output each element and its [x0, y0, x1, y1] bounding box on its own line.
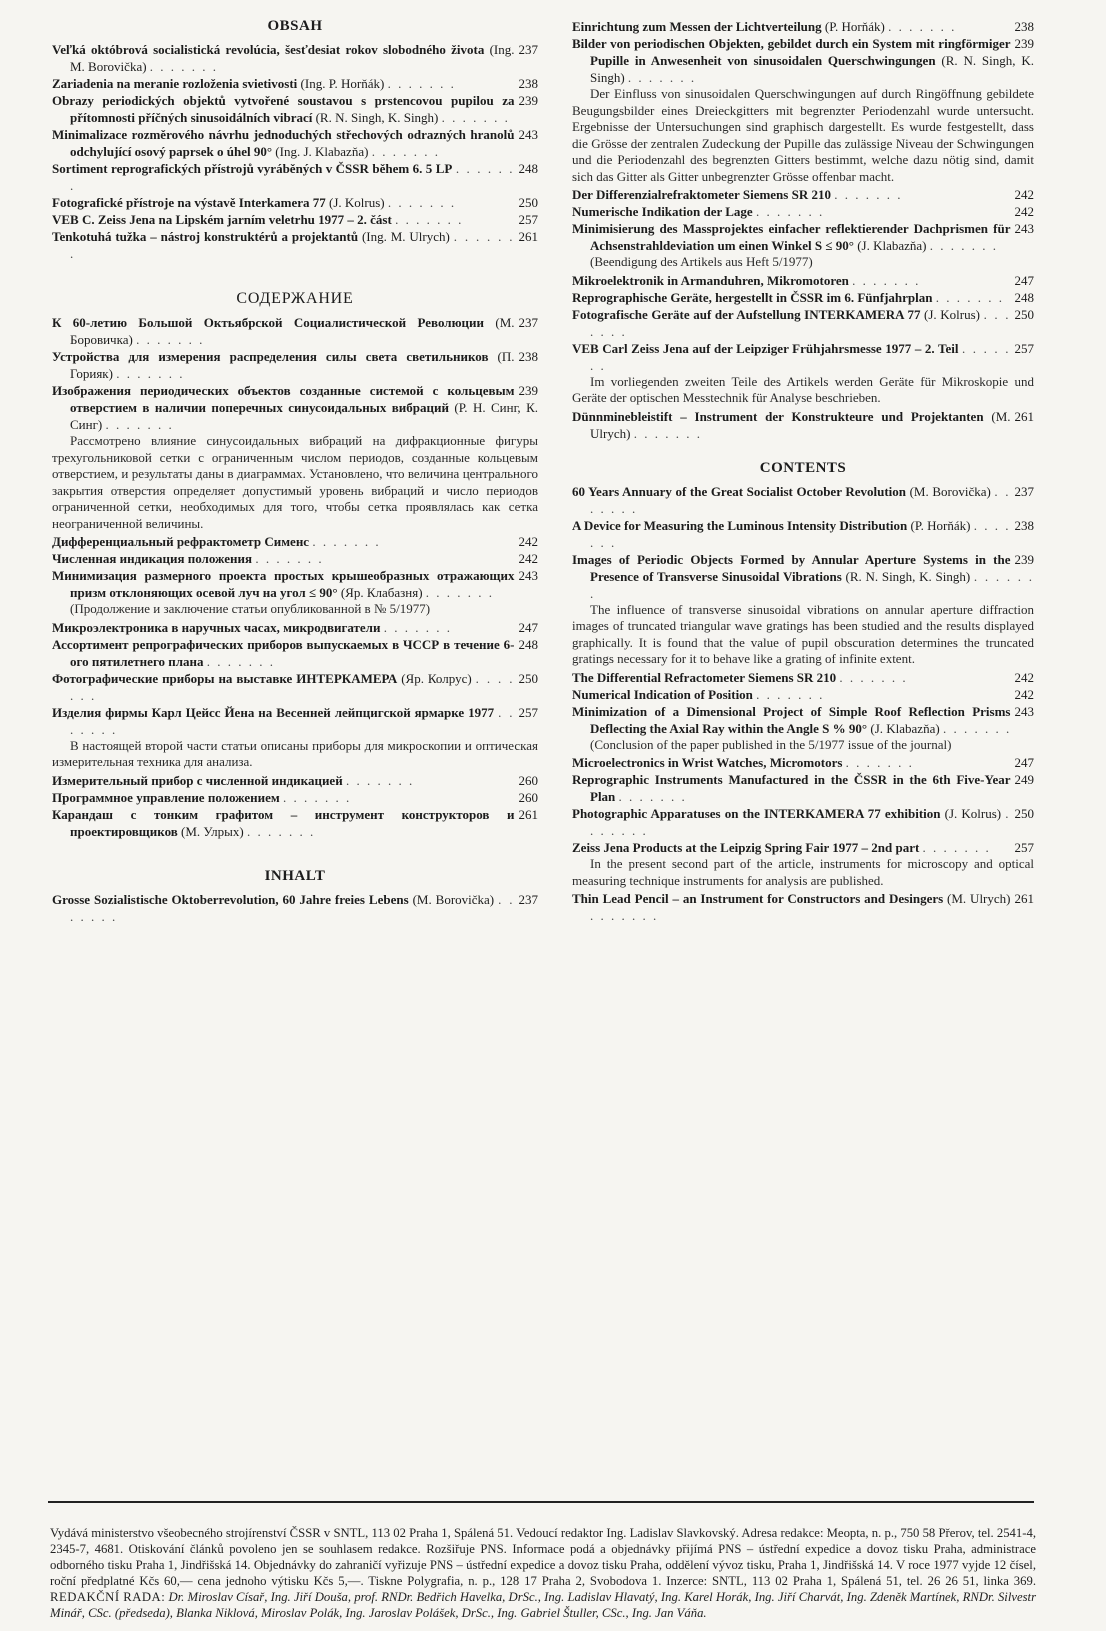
toc-entry: [52, 75, 538, 92]
entry-abstract: (Conclusion of the paper published in the 5/1977 issue of the journal): [590, 736, 952, 752]
toc-entry: [572, 203, 1034, 220]
entry-author: (Ing. M. Ulrych): [361, 229, 450, 244]
leader-dots: . . . . . . .: [425, 585, 495, 600]
entry-title: Numerical Indication of Position: [572, 686, 753, 702]
entry-title: Изделия фирмы Карл Цейсс Йена на Весенней лейпцигской ярмарке 1977: [52, 704, 495, 720]
entry-author: (J. Kolrus): [924, 306, 980, 322]
entry-abstract: The influence of transverse sinusoidal vibrations on annular aperture diffraction images of truncated triangular wave gratings has been studied and the results displayed graphically. It is found that the value of pupil obscuration determines the truncated gratings necessary for it to behave like a grating of infinite extent.: [572, 601, 1034, 666]
leader-dots: . . . . . . .: [922, 840, 991, 855]
imprint-block: [50, 1525, 1036, 1621]
entry-author: (Ing. M. Borovička): [70, 42, 515, 74]
leader-dots: . . . . . . .: [105, 417, 174, 432]
entry-title: Программное управление положением: [52, 789, 280, 805]
toc-entry: [52, 194, 538, 211]
leader-dots: . . . . . . .: [590, 806, 1011, 838]
entry-page-number: 239: [1011, 35, 1035, 52]
entry-title: Минимизация размерного проекта простых крышеобразных отражающих призм отклоняющих осевой луч на угол ≤ 90°: [52, 568, 515, 600]
entry-page-number: 261: [515, 806, 539, 823]
leader-dots: . . . . . . .: [590, 483, 1011, 516]
entry-author: (M. Ulrych): [590, 408, 1011, 441]
imprint-text: Vydává ministerstvo všeobecného strojírenství ČSSR v SNTL, 113 02 Praha 1, Spálená 51. Vedoucí redaktor Ing. Ladislav Slavkovský. Adresa redakce: Meopta, n. p., 750 58 Přerov, tel. 2541-4, 2345-7, 4681. Otiskování článků povoleno jen se souhlasem redakce. Rozšiřuje PNS. Informace podá a objednávky přijímá PNS – ústřední expedice a dovoz tisku Praha, administrace odborného tisku Praha 1, Jindřišská 14. Objednávky do zahraničí vyřizuje PNS – ústřední expedice a dovoz tisku Praha, oddělení vývoz tisku, Praha 1, Jindřišská 14. V roce 1977 vyjde 12 čísel, roční předplatné Kčs 60,— cena jednoho výtisku Kčs 5,—. Tiskne Polygrafia, n. p., 128 17 Praha 2, Svobodova 1. Inzerce: SNTL, 113 02 Praha 1, Spálená 51, tel. 26 26 51, linka 369.: [50, 1526, 1036, 1588]
leader-dots: . . . . . . .: [441, 110, 510, 125]
entry-title: Ассортимент репрографических приборов выпускаемых в ЧССР в течение 6-ого пятилетнего плана: [52, 636, 515, 669]
inhalt-heading: INHALT: [264, 867, 326, 884]
entry-abstract: Der Einfluss von sinusoidalen Querschwingungen auf durch Ringöffnung gebildete Beugungsbilder eines Dreieckgitters mit begrenzter Periodenzahl wurde untersucht. Ergebnisse der Untersuchungen sind graphisch dargestellt. Es wurde festgestellt, dass die Grösse der zentralen Zudeckung der Pupille das zulässige Niveau der Schwingungen und die Periodenzahl des begrenzten Gitters bestimmt, welche dazu nötig sind, damit sich das Gitter als Gitter unbegrenzter Grösse offenbar macht.: [572, 86, 1034, 184]
toc-entry: [572, 272, 1034, 289]
entry-page-number: 238: [515, 348, 539, 365]
entry-title: Дифференциальный рефрактометр Сименс: [52, 534, 310, 549]
toc-entry: [572, 686, 1034, 703]
toc-entry: [572, 839, 1034, 856]
entry-title: Микроэлектроника в наручных часах, микродвигатели: [52, 619, 381, 635]
leader-dots: . . . . . . .: [70, 229, 515, 261]
entry-page-number: 257: [1011, 839, 1035, 856]
leader-dots: . . . . . . .: [70, 891, 515, 924]
entry-page-number: 250: [1011, 805, 1035, 822]
leader-dots: . . . . . . .: [206, 653, 276, 669]
entry-title: Microelectronics in Wrist Watches, Micromotors: [572, 755, 843, 770]
entry-title: Der Differenzialrefraktometer Siemens SR 210: [572, 187, 831, 202]
entry-author: (J. Kolrus): [329, 195, 385, 210]
entry-author: (Ing. P. Horňák): [300, 76, 385, 91]
entry-page-number: 243: [515, 126, 539, 143]
entry-page-number: 238: [1011, 18, 1035, 35]
toc-entry: [52, 533, 538, 550]
contents-heading: CONTENTS: [759, 459, 847, 476]
leader-dots: . . . . . . .: [255, 551, 324, 566]
entry-page-number: 243: [515, 567, 539, 584]
toc-entry: [572, 220, 1034, 254]
entry-title: Einrichtung zum Messen der Lichtverteilung: [572, 19, 822, 34]
entry-author: (Ing. J. Klabazňa): [275, 144, 369, 159]
entry-page-number: 237: [515, 314, 539, 331]
entry-page-number: 238: [515, 75, 539, 92]
leader-dots: . . . . . . .: [395, 212, 464, 227]
entry-title: Grosse Sozialistische Oktoberrevolution, 60 Jahre freies Lebens: [52, 891, 409, 907]
leader-dots: . . . . . . .: [590, 340, 1011, 373]
obsah-heading: OBSAH: [267, 18, 323, 34]
entry-page-number: 237: [515, 41, 539, 58]
toc-entry: [52, 160, 538, 194]
entry-title: Измерительный прибор с численной индикацией: [52, 772, 343, 788]
entry-author: (М. Боровичка): [70, 315, 515, 347]
toc-entry: [52, 92, 538, 126]
leader-dots: . . . . . . .: [312, 534, 381, 549]
entry-page-number: 260: [515, 772, 539, 789]
leader-dots: . . . . . . .: [590, 517, 1011, 550]
leader-dots: . . . . . . .: [590, 306, 1011, 339]
toc-entry: [52, 806, 538, 840]
entry-page-number: 242: [1011, 186, 1035, 203]
entry-title: Images of Periodic Objects Formed by Annular Aperture Systems in the Presence of Transverse Sinusoidal Vibrations: [572, 551, 1011, 584]
entry-title: Изображения периодических объектов созданные системой с кольцевым отверстием в наличии поперечных синусоидальных вибраций: [52, 383, 515, 415]
entry-title: Fotografické přístroje na výstavě Interkamera 77: [52, 195, 326, 210]
entry-title: Устройства для измерения распределения силы света светильников: [52, 349, 489, 364]
toc-entry: [572, 18, 1034, 35]
entry-title: Bilder von periodischen Objekten, gebildet durch ein System mit ringförmiger Pupille in Anwesenheit von sinusoidalen Querschwingungen: [572, 36, 1011, 68]
entry-title: Reprographic Instruments Manufactured in the ČSSR in the 6th Five-Year Plan: [572, 772, 1011, 804]
entry-author: (Р. Н. Синг, К. Синг): [70, 400, 539, 432]
leader-dots: . . . . . . .: [929, 238, 999, 253]
entry-page-number: 243: [1011, 220, 1035, 237]
soderzhanie-heading: СОДЕРЖАНИЕ: [236, 290, 354, 307]
toc-entry: [572, 771, 1034, 805]
entry-title: A Device for Measuring the Luminous Intensity Distribution: [572, 517, 908, 533]
entry-title: Mikroelektronik in Armanduhren, Mikromotoren: [572, 272, 849, 288]
entry-abstract: Рассмотрено влияние синусоидальных вибраций на дифракционные фигуры трехугольниковой сетки с ограниченным числом периодов, созданные кольцевым отверстием, и результаты даны в диаграммах. Установлено, что величина центрального закрытия отверстия определяет допустимый уровень вибраций и число периодов ограниченной сетки, необходимых для того, чтобы сетка проявлялась как сетка неограниченной величины.: [52, 433, 538, 531]
entry-page-number: 237: [1011, 483, 1035, 500]
entry-page-number: 239: [515, 92, 539, 109]
leader-dots: . . . . . . .: [627, 70, 697, 85]
toc-entry: [572, 669, 1034, 686]
entry-author: (P. Horňák): [910, 517, 971, 533]
entry-page-number: 261: [1011, 890, 1035, 907]
leader-dots: . . . . . . .: [387, 195, 457, 210]
entry-page-number: 247: [1011, 754, 1035, 771]
entry-page-number: 242: [515, 533, 539, 550]
inhalt-list: [52, 891, 538, 925]
entry-title: Thin Lead Pencil – an Instrument for Constructors and Desingers: [572, 891, 944, 906]
entry-author: (M. Borovička): [412, 891, 495, 907]
leader-dots: . . . . . . .: [845, 755, 914, 770]
leader-dots: . . . . . . .: [70, 704, 515, 737]
toc-entry: [52, 314, 538, 348]
entry-page-number: 257: [1011, 340, 1035, 357]
leader-dots: . . . . . . .: [755, 204, 825, 219]
entry-author: (R. N. Singh, K. Singh): [315, 110, 439, 125]
toc-entry: [52, 772, 538, 789]
obsah-list: [52, 41, 538, 262]
leader-dots: . . . . . . .: [839, 669, 908, 685]
entry-page-number: 248: [515, 636, 539, 653]
toc-entry: [572, 340, 1034, 374]
entry-title: Численная индикация положения: [52, 551, 253, 566]
entry-author: (Яр. Колрус): [401, 670, 472, 686]
toc-entry: [52, 550, 538, 567]
soderzhanie-list: [52, 314, 538, 840]
entry-title: VEB Carl Zeiss Jena auf der Leipziger Frühjahrsmesse 1977 – 2. Teil: [572, 340, 959, 356]
editorial-board-label: REDAKČNÍ RADA:: [50, 1590, 166, 1604]
entry-author: (J. Kolrus): [944, 806, 1002, 821]
entry-title: Veľká októbrová socialistická revolúcia, šesťdesiat rokov slobodného života: [52, 42, 485, 57]
toc-entry: [52, 670, 538, 704]
entry-title: К 60-летию Большой Октьябрской Социалистической Революции: [52, 315, 484, 330]
toc-entry: [52, 382, 538, 433]
leader-dots: . . . . . . .: [383, 619, 452, 635]
entry-author: (M. Ulrych): [947, 891, 1011, 906]
leader-dots: . . . . . . .: [387, 76, 456, 91]
entry-abstract: In the present second part of the article, instruments for microscopy and optical measuring technique instruments for analysis are published.: [572, 856, 1034, 888]
toc-entry: [52, 126, 538, 160]
leader-dots: . . . . . . .: [852, 272, 921, 288]
toc-entry: [572, 805, 1034, 839]
toc-entry: [52, 704, 538, 738]
entry-page-number: 242: [1011, 686, 1035, 703]
toc-entry: [52, 228, 538, 262]
entry-title: Minimisierung des Massprojektes einfacher reflektierender Dachprismen für Achsenstrahldeviation um einen Winkel S ≤ 90°: [572, 221, 1011, 253]
entry-author: (R. N. Singh, K. Singh): [845, 568, 971, 584]
leader-dots: . . . . . . .: [116, 366, 185, 381]
right-column: [572, 18, 1034, 924]
entry-title: Reprographische Geräte, hergestellt in ČSSR im 6. Fünfjahrplan: [572, 289, 933, 305]
entry-abstract: Im vorliegenden zweiten Teile des Artikels werden Geräte für Mikroskopie und Geräte der optischen Messtechnik für Analyse beschrieben.: [572, 373, 1034, 405]
entry-title: Zeiss Jena Products at the Leipzig Spring Fair 1977 – 2nd part: [572, 840, 920, 855]
toc-entry: [572, 186, 1034, 203]
entry-title: Карандаш с тонким графитом – инструмент конструкторов и проектировщиков: [52, 806, 515, 839]
entry-abstract: В настоящей второй части статьи описаны приборы для микроскопии и оптическая измерительная техника для анализа.: [52, 737, 538, 769]
leader-dots: . . . . . . .: [834, 187, 903, 202]
leader-dots: . . . . . . .: [345, 772, 415, 788]
entry-title: VEB C. Zeiss Jena na Lipském jarním veletrhu 1977 – 2. část: [52, 212, 392, 227]
entry-title: Minimization of a Dimensional Project of Simple Roof Reflection Prisms Deflecting the Axial Ray within the Angle S % 90°: [572, 703, 1011, 736]
entry-page-number: 237: [515, 891, 539, 908]
toc-entry: [572, 483, 1034, 517]
toc-entry: [52, 891, 538, 925]
toc-entry: [572, 551, 1034, 602]
leader-dots: . . . . . . .: [942, 720, 1012, 736]
toc-entry: [572, 517, 1034, 551]
entry-author: (J. Klabazňa): [870, 720, 940, 736]
leader-dots: . . . . . . .: [618, 789, 687, 804]
contents-list: [572, 483, 1034, 925]
entry-title: Dünnminebleistift – Instrument der Konstrukteure und Projektanten: [572, 408, 984, 424]
toc-entry: [52, 789, 538, 806]
left-column: [52, 18, 538, 925]
entry-author: (J. Klabazňa): [857, 238, 927, 253]
entry-page-number: 242: [515, 550, 539, 567]
entry-page-number: 239: [1011, 551, 1035, 568]
entry-abstract: (Beendigung des Artikels aus Heft 5/1977): [590, 254, 813, 269]
leader-dots: . . . . . . .: [935, 289, 1004, 305]
leader-dots: . . . . . . .: [70, 670, 515, 703]
footer-divider: [48, 1501, 1034, 1503]
toc-entry: [572, 289, 1034, 306]
leader-dots: . . . . . . .: [246, 823, 316, 839]
entry-page-number: 242: [1011, 669, 1035, 686]
entry-page-number: 257: [515, 704, 539, 721]
toc-entry: [572, 703, 1034, 737]
entry-author: (P. Horňák): [824, 19, 885, 34]
leader-dots: . . . . . . .: [70, 161, 515, 193]
toc-entry: [572, 754, 1034, 771]
entry-title: Obrazy periodických objektů vytvořené soustavou s prstencovou pupilou za přítomnosti příčných sinusoidálních vibrací: [52, 93, 515, 125]
entry-author: (П. Горияк): [70, 349, 515, 381]
entry-abstract: (Продолжение и заключение статьи опубликованной в № 5/1977): [70, 601, 431, 616]
entry-page-number: 260: [515, 789, 539, 806]
entry-page-number: 257: [515, 211, 539, 228]
leader-dots: . . . . . . .: [756, 686, 825, 702]
leader-dots: . . . . . . .: [149, 59, 219, 74]
entry-title: Photographic Apparatuses on the INTERKAMERA 77 exhibition: [572, 806, 941, 821]
entry-page-number: 247: [1011, 272, 1035, 289]
entry-title: Tenkotuhá tužka – nástroj konstruktérů a projektantů: [52, 229, 359, 244]
leader-dots: . . . . . . .: [136, 332, 205, 347]
entry-page-number: 247: [515, 619, 539, 636]
entry-title: Minimalizace rozměrového návrhu jednoduchých střechových odrazných hranolů odchylující osový paprsek o úhel 90°: [52, 127, 515, 159]
entry-author: (M. Borovička): [909, 483, 991, 499]
entry-page-number: 248: [1011, 289, 1035, 306]
entry-author: (Яр. Клабазня): [340, 585, 423, 600]
entry-page-number: 250: [1011, 306, 1035, 323]
leader-dots: . . . . . . .: [888, 19, 957, 34]
entry-author: (М. Улрых): [181, 823, 244, 839]
toc-entry: [572, 408, 1034, 442]
entry-title: Sortiment reprografických přístrojů vyráběných v ČSSR během 6. 5 LP: [52, 161, 453, 176]
toc-entry: [572, 306, 1034, 340]
entry-page-number: 250: [515, 670, 539, 687]
editorial-board-members: Dr. Miroslav Císař, Ing. Jiří Douša, prof. RNDr. Bedřich Havelka, DrSc., Ing. Ladislav Hlavatý, Ing. Karel Horák, Ing. Jiří Charvát, Ing. Zdeněk Martínek, RNDr. Silvestr Minář, CSc. (předseda), Blanka Niklová, Miroslav Polák, Ing. Jaroslav Polášek, DrSc., Ing. Gabriel Štuller, CSc., Ing. Jan Váňa.: [50, 1590, 1037, 1620]
toc-entry: [52, 636, 538, 670]
entry-author: (R. N. Singh, K. Singh): [590, 53, 1034, 85]
entry-page-number: 261: [1011, 408, 1035, 425]
entry-title: Fotografische Geräte auf der Aufstellung INTERKAMERA 77: [572, 306, 921, 322]
entry-page-number: 239: [515, 382, 539, 399]
entry-page-number: 250: [515, 194, 539, 211]
toc-entry: [52, 567, 538, 601]
entry-page-number: 243: [1011, 703, 1035, 720]
inhalt-continued-list: [572, 18, 1034, 442]
entry-page-number: 248: [515, 160, 539, 177]
entry-title: Numerische Indikation der Lage: [572, 204, 753, 219]
entry-title: Zariadenia na meranie rozloženia svietivosti: [52, 76, 298, 91]
leader-dots: . . . . . . .: [371, 144, 440, 159]
leader-dots: . . . . . . .: [590, 908, 659, 923]
leader-dots: . . . . . . .: [633, 425, 702, 441]
toc-entry: [572, 35, 1034, 86]
leader-dots: . . . . . . .: [590, 568, 1035, 601]
entry-title: 60 Years Annuary of the Great Socialist October Revolution: [572, 483, 906, 499]
toc-entry: [572, 890, 1034, 924]
entry-page-number: 242: [1011, 203, 1035, 220]
entry-title: The Differential Refractometer Siemens SR 210: [572, 669, 837, 685]
entry-page-number: 238: [1011, 517, 1035, 534]
leader-dots: . . . . . . .: [283, 789, 352, 805]
entry-page-number: 261: [515, 228, 539, 245]
toc-entry: [52, 41, 538, 75]
toc-entry: [52, 348, 538, 382]
toc-entry: [52, 619, 538, 636]
entry-title: Фотографические приборы на выставке ИНТЕРКАМЕРА: [52, 670, 398, 686]
toc-entry: [52, 211, 538, 228]
entry-page-number: 249: [1011, 771, 1035, 788]
